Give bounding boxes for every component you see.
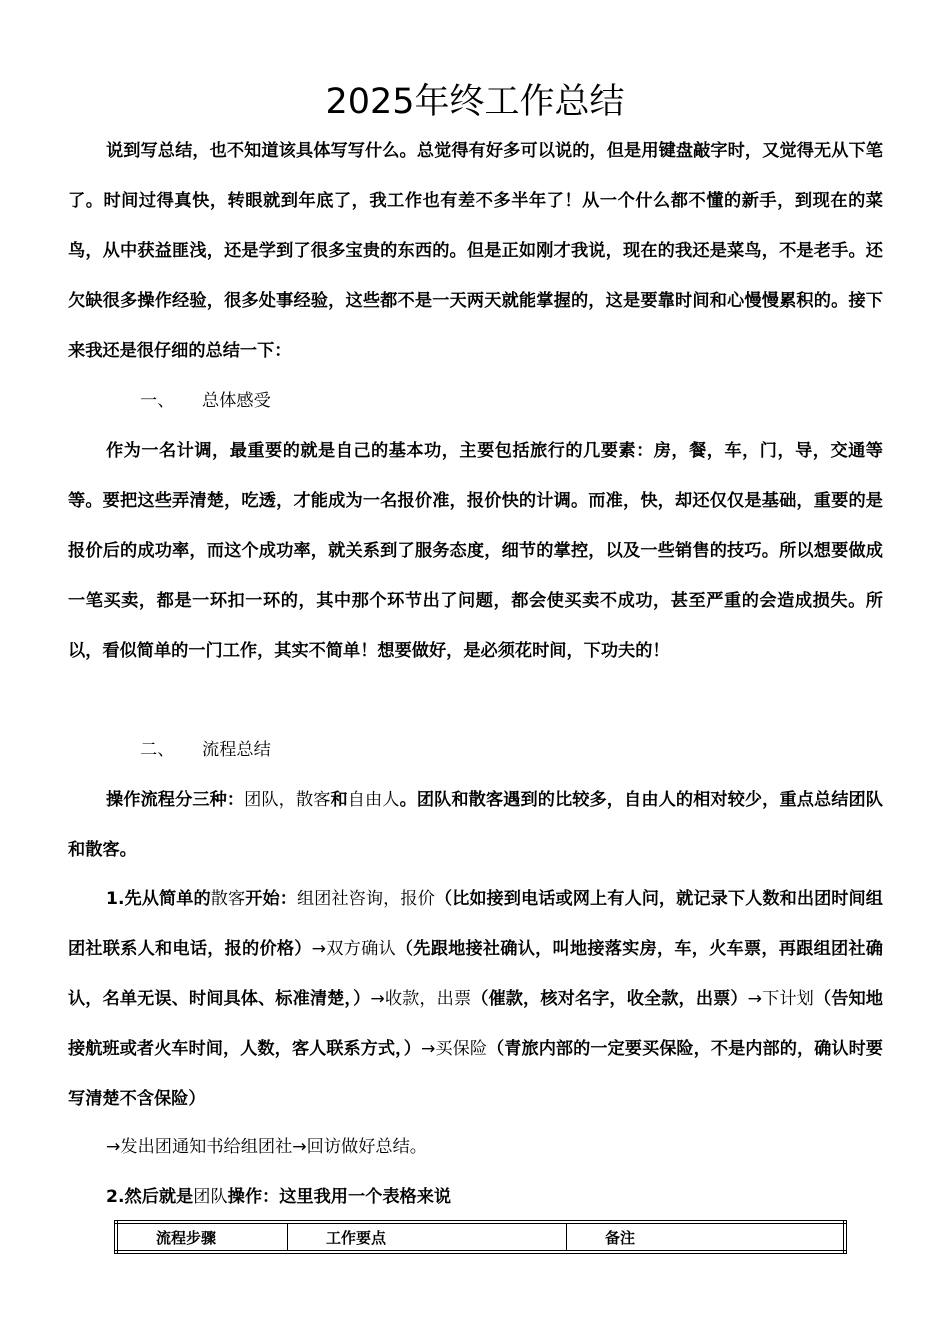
text-run: →下计划 — [747, 989, 814, 1009]
text-run: 团队，散客 — [244, 790, 331, 810]
section-title: 流程总结 — [202, 740, 271, 760]
text-run: 。团队和散客遇到的比较多，自由人的相对较少，重点总结团队和散客。 — [68, 790, 883, 860]
text-run: （比如接到电话或网上有人问，就记录下人数和出团时间组团社联系人和电话，报的价格） — [68, 889, 883, 959]
section-number: 一、 — [140, 391, 175, 411]
intro-paragraph: 说到写总结，也不知道该具体写写什么。总觉得有好多可以说的，但是用键盘敲字时，又觉得无从下笔了。时间过得真快，转眼就到年底了，我工作也有差不多半年了！从一个什么都不懂的新手，到现在的菜鸟，从中获益匪浅，还是学到了很多宝贵的东西的。但是正如刚才我说，现在的我还是菜鸟，不是老手。还欠缺很多操作经验，很多处事经验，这些都不是一天两天就能掌握的，这是要靠时间和心慢慢累积的。接下来我还是很仔细的总结一下： — [68, 141, 883, 361]
step1-paragraph — [68, 874, 883, 1124]
text-run: （催款，核对名字，收全款，出票） — [471, 989, 748, 1009]
step2-paragraph — [68, 1172, 883, 1222]
text-run: （先跟地接社确认，叫地接落实房，车，火车票，再跟组团社确认，名单无误、时间具体、标准清楚，） — [68, 939, 883, 1009]
text-run: →双方确认 — [311, 939, 396, 959]
text-run: →买保险 — [420, 1039, 488, 1059]
section-title: 总体感受 — [202, 391, 271, 411]
process-intro-paragraph — [68, 775, 883, 875]
text-run: 和 — [330, 790, 348, 810]
text-run: 组团社咨询，报价 — [296, 889, 435, 909]
section-heading-overall — [140, 376, 271, 426]
section-number: 二、 — [140, 740, 175, 760]
text-run: 操作：这里我用一个表格来说 — [227, 1187, 452, 1207]
section-heading-process — [140, 725, 271, 775]
step1-ending: →发出团通知书给组团社→回访做好总结。 — [106, 1137, 427, 1157]
text-run: 操作流程分三种： — [106, 790, 245, 810]
table-header-row — [116, 1222, 845, 1252]
document-title: 2025年终工作总结 — [325, 82, 625, 122]
text-run: →收款，出票 — [370, 989, 472, 1009]
text-run: 团队 — [193, 1187, 228, 1207]
text-run: （告知地接航班或者火车时间，人数，客人联系方式，） — [68, 989, 883, 1059]
process-table — [114, 1220, 847, 1254]
table-header-step: 流程步骤 — [116, 1222, 288, 1252]
table-header-notes: 备注 — [567, 1222, 846, 1252]
text-run: （青旅内部的一定要买保险，不是内部的，确认时要写清楚不含保险） — [68, 1039, 883, 1109]
text-run: 自由人 — [347, 790, 400, 810]
text-run: 2.然后就是 — [106, 1187, 194, 1207]
text-run: 开始： — [245, 889, 297, 909]
overall-paragraph: 作为一名计调，最重要的就是自己的基本功，主要包括旅行的几要素：房，餐，车，门，导，交通等等。要把这些弄清楚，吃透，才能成为一名报价准，报价快的计调。而准，快，却还仅仅是基础，重要的是报价后的成功率，而这个成功率，就关系到了服务态度，细节的掌控，以及一些销售的技巧。所以想要做成一笔买卖，都是一环扣一环的，其中那个环节出了问题，都会使买卖不成功，甚至严重的会造成损失。所以，看似简单的一门工作，其实不简单！想要做好，是必须花时间，下功夫的！ — [68, 441, 883, 661]
text-run: 1.先从简单的 — [106, 889, 211, 909]
table-header-key-points: 工作要点 — [288, 1222, 567, 1252]
text-run: 散客 — [210, 889, 246, 909]
